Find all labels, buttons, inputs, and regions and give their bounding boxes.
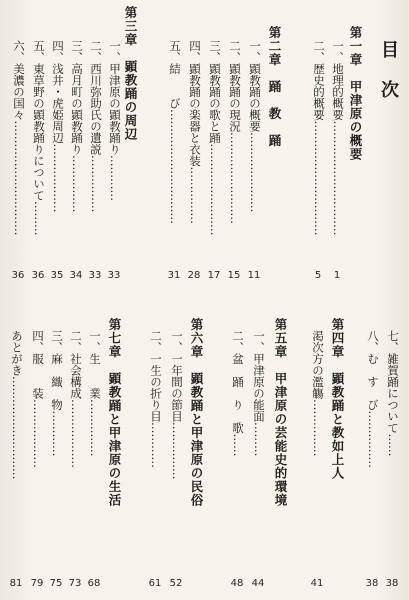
- chapter-heading: 第七章 顕教踊と甲津原の生活: [107, 318, 122, 507]
- toc-entry: 二、盆 踊 り 歌……: [231, 330, 245, 457]
- toc-entry: 一、甲津原の能面………: [252, 330, 266, 457]
- page-number: 38: [365, 578, 379, 589]
- toc-entry: 七、雑賀踊について……: [386, 330, 400, 457]
- page-number: 79: [30, 578, 44, 589]
- toc-entry: 六、美濃の国々…………………………: [12, 40, 26, 236]
- page-number: 68: [87, 578, 101, 589]
- page-number: 15: [227, 270, 241, 281]
- toc-entry: 五、結 び…………………………: [168, 40, 182, 224]
- page-number: 61: [148, 578, 162, 589]
- toc-entry: 三、麻 織 物…………: [50, 330, 64, 457]
- page-number: 17: [207, 270, 221, 281]
- chapter-heading: 第四章 顕教踊と教如上人: [330, 318, 345, 480]
- page-number: 1: [333, 270, 341, 281]
- page-number: 11: [247, 270, 261, 281]
- toc-entry: 一、一年間の節目……………: [170, 330, 184, 480]
- page-number: 38: [385, 578, 399, 589]
- toc-entry: 二、一生の折り目…………: [149, 330, 163, 468]
- toc-entry: 二、歴史的概要…………………………: [312, 40, 326, 236]
- page-number: 35: [50, 270, 64, 281]
- chapter-heading: 第二章 踊 教 踊: [267, 26, 282, 148]
- toc-entry: 二、顕教踊の現況……………………: [228, 40, 242, 224]
- toc-entry: あとがき………………………: [10, 330, 24, 480]
- chapter-heading: 第六章 顕教踊と甲津原の民俗: [189, 318, 204, 507]
- page-number: 52: [169, 578, 183, 589]
- page-number: 48: [230, 578, 244, 589]
- page-number: 31: [167, 270, 181, 281]
- page-number: 81: [9, 578, 23, 589]
- page-title: 目 次: [378, 40, 399, 100]
- page-number: 73: [68, 578, 82, 589]
- page-number: 75: [49, 578, 63, 589]
- page-number: 33: [107, 270, 121, 281]
- toc-entry: 三、顕教踊の歌と踊……………………: [208, 40, 222, 236]
- page-number: 33: [88, 270, 102, 281]
- toc-entry: 八、む す び……………: [366, 330, 380, 468]
- page-number: 34: [69, 270, 83, 281]
- page-number: 36: [11, 270, 25, 281]
- chapter-heading: 第一章 甲津原の概要: [348, 26, 363, 161]
- chapter-heading: 第三章 顕教踊の周辺: [123, 6, 138, 141]
- page-number: 28: [187, 270, 201, 281]
- page-number: 44: [251, 578, 265, 589]
- toc-entry: 渇次方の濫觴……………: [311, 330, 325, 457]
- toc-entry: 二、西川弥助氏の遺説……………: [89, 40, 103, 213]
- toc-entry: 四、顕教踊の楽器と衣装……………: [188, 40, 202, 224]
- toc-entry: 一、甲津原の顕教踊り…………: [108, 40, 122, 201]
- toc-entry: 一、地理的概要…………………………: [331, 40, 345, 236]
- toc-entry: 五、東草野の顕教踊りについて………: [32, 40, 46, 236]
- chapter-heading: 第五章 甲津原の芸能史的環境: [273, 318, 288, 507]
- toc-entry: 二、社会構成………………: [69, 330, 83, 468]
- toc-entry: 三、高月町の顕教踊り……………: [70, 40, 84, 213]
- toc-entry: 一、生 業……………: [88, 330, 102, 457]
- page-number: 41: [310, 578, 324, 589]
- toc-entry: 四、服 装………………: [31, 330, 45, 468]
- toc-entry: 一、顕教踊の概要…………………: [248, 40, 262, 213]
- toc-entry: 四、浅井・虎姫周辺………………: [51, 40, 65, 213]
- page-number: 5: [314, 270, 322, 281]
- page-number: 36: [31, 270, 45, 281]
